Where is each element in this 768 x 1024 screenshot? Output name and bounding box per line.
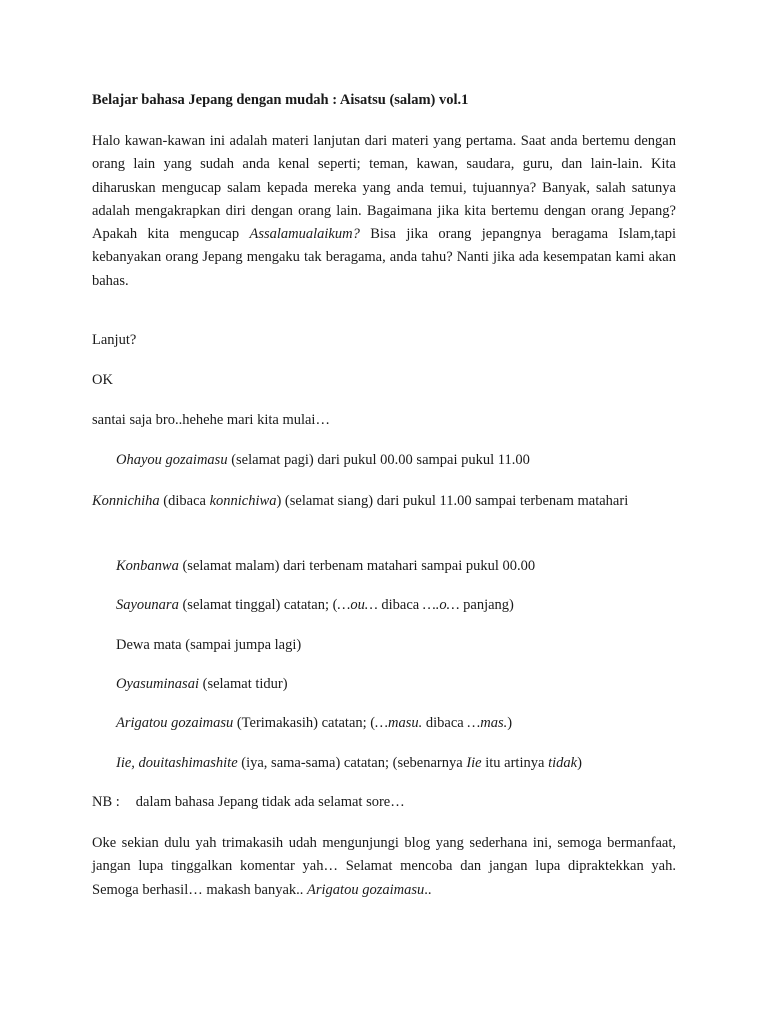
desc-konbanwa: (selamat malam) dari terbenam matahari sampai pukul 00.00 [178, 558, 536, 574]
lanjut-line: Lanjut? [92, 332, 137, 348]
term-ohayou: Ohayou gozaimasu [116, 452, 228, 468]
desc-iie-1: (iya, sama-sama) catatan; (sebenarnya [237, 755, 467, 771]
term-konbanwa: Konbanwa [116, 558, 179, 574]
term-konnichiha: Konnichiha [92, 493, 160, 509]
list-item-sayounara [116, 597, 676, 614]
desc-sayounara-3: panjang) [459, 597, 514, 613]
term-sayounara: Sayounara [116, 597, 179, 613]
note-masu: …masu. [375, 715, 423, 731]
document-title: Belajar bahasa Jepang dengan mudah : Aisatsu (salam) vol.1 [92, 92, 469, 108]
intro-text-1: Halo kawan-kawan ini adalah materi lanjutan dari materi yang pertama. Saat anda bertemu dengan orang lain yang sudah anda kenal seperti; teman, kawan, saudara, guru, dan lain-lain. Kita diharuskan mengucap salam kepada mereka yang anda temui, tujuannya? Banyak, salah satunya adalah mengakrapkan diri dengan orang lain. Bagaimana jika kita bertemu dengan orang Jepang? Apakah kita mengucap [92, 133, 676, 243]
closing-text-2: .. [424, 881, 432, 898]
desc-arigatou-1: (Terimakasih) catatan; ( [233, 715, 376, 731]
santai-line: santai saja bro..hehehe mari kita mulai… [92, 412, 330, 428]
list-item-iie [116, 755, 676, 772]
intro-text-2: Bisa jika orang jepangnya beragama Islam,tapi kebanyakan orang Jepang mengaku tak beragama, anda tahu? Nanti jika ada kesempatan kami akan bahas. [92, 226, 677, 289]
note-o: ….o… [422, 597, 460, 613]
desc-sayounara-1: (selamat tinggal) catatan; ( [178, 597, 338, 613]
list-item-konnichiha [92, 488, 652, 514]
nb-text: dalam bahasa Jepang tidak ada selamat sore… [135, 794, 405, 810]
desc-iie-2: itu artinya [481, 755, 549, 771]
list-item-ohayou [116, 452, 676, 469]
term-arigatou: Arigatou gozaimasu [116, 715, 234, 731]
desc-arigatou-2: dibaca [422, 715, 468, 731]
desc-sayounara-2: dibaca [377, 597, 423, 613]
desc-oyasuminasai: (selamat tidur) [198, 676, 288, 692]
list-item-oyasuminasai [116, 676, 676, 693]
note-mas: …mas. [467, 715, 508, 731]
closing-italic-arigatou: Arigatou gozaimasu [307, 881, 425, 898]
intro-italic-assalamualaikum: Assalamualaikum? [249, 226, 360, 243]
ok-line: OK [92, 372, 113, 388]
list-item-konbanwa [116, 558, 676, 575]
note-ou: …ou… [337, 597, 378, 613]
closing-paragraph [92, 832, 676, 902]
desc-iie-3: ) [577, 755, 582, 771]
desc-ohayou: (selamat pagi) dari pukul 00.00 sampai pukul 11.00 [227, 452, 530, 468]
closing-text-1: Oke sekian dulu yah trimakasih udah mengunjungi blog yang sederhana ini, semoga bermanfaat, jangan lupa tinggalkan komentar yah… Selamat mencoba dan jangan lupa dipraktekkan yah. Semoga berhasil… makash banyak.. [92, 835, 676, 898]
desc-konnichiha-1: (dibaca [159, 493, 210, 509]
word-iie: Iie [466, 755, 482, 771]
word-tidak: tidak [548, 755, 578, 771]
nb-label: NB : [92, 794, 120, 810]
term-oyasuminasai: Oyasuminasai [116, 676, 199, 692]
desc-arigatou-3: ) [507, 715, 513, 731]
desc-konnichiha-2: ) (selamat siang) dari pukul 11.00 sampai terbenam matahari [276, 493, 629, 509]
nb-note [92, 794, 405, 811]
list-item-dewa-mata: Dewa mata (sampai jumpa lagi) [116, 637, 302, 653]
term-iie: Iie, douitashimashite [116, 755, 238, 771]
list-item-arigatou [116, 715, 676, 732]
intro-paragraph [92, 130, 676, 293]
reading-konnichiwa: konnichiwa [209, 493, 277, 509]
